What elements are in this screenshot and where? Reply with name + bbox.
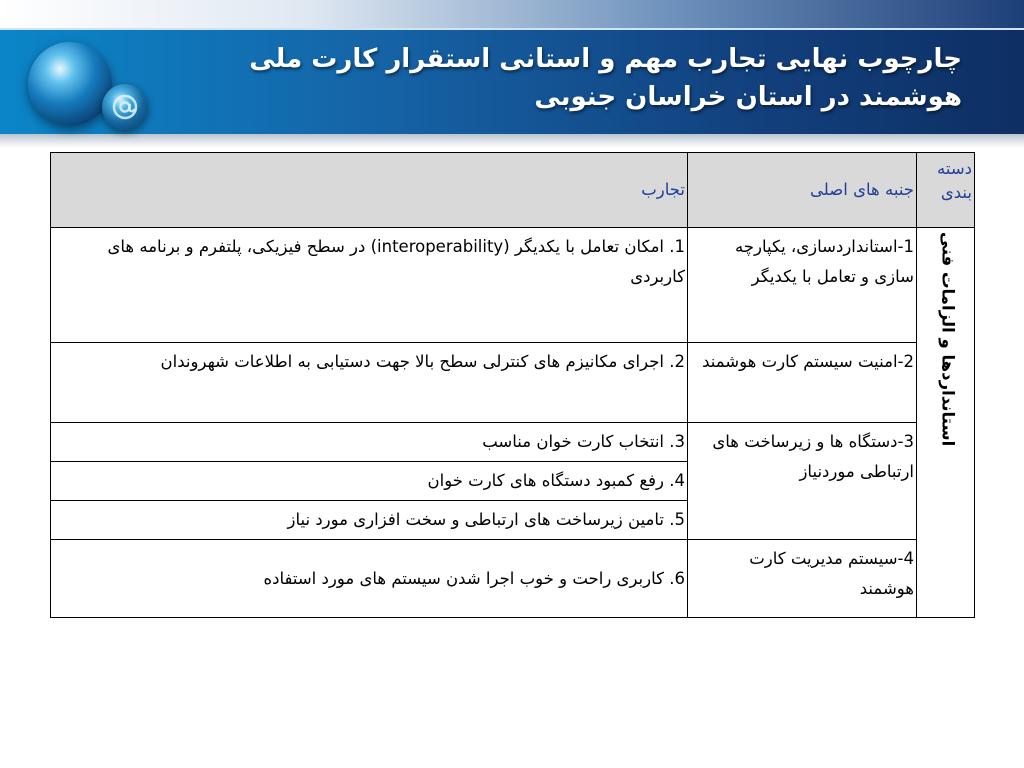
category-cell bbox=[917, 228, 975, 618]
experience-cell: 1. امکان تعامل با یکدیگر (interoperability) در سطح فیزیکی، پلتفرم و برنامه های کاربردی bbox=[51, 228, 688, 343]
aspect-cell: 1-استانداردسازی، یکپارچه سازی و تعامل با یکدیگر bbox=[688, 228, 917, 343]
slide-title: چارچوب نهایی تجارب مهم و استانی استقرار کارت ملی هوشمند در استان خراسان جنوبی bbox=[249, 44, 962, 112]
table-row bbox=[51, 540, 975, 618]
experience-cell: 4. رفع کمبود دستگاه های کارت خوان bbox=[51, 462, 688, 501]
header-experiences: تجارب bbox=[51, 153, 688, 228]
table-row bbox=[51, 423, 975, 462]
aspect-cell: 2-امنیت سیستم کارت هوشمند bbox=[688, 343, 917, 423]
table-row bbox=[51, 228, 975, 343]
header-aspects: جنبه های اصلی bbox=[688, 153, 917, 228]
at-symbol-icon bbox=[109, 91, 141, 123]
globe-logo-icon bbox=[28, 42, 112, 126]
header-category: دسته بندی bbox=[917, 153, 975, 228]
category-label: استانداردها و الزامات فنی bbox=[938, 232, 958, 447]
table-header-row bbox=[51, 153, 975, 228]
top-gradient-strip bbox=[0, 0, 1024, 28]
banner-shadow bbox=[0, 134, 1024, 148]
table-row bbox=[51, 343, 975, 423]
experience-cell: 3. انتخاب کارت خوان مناسب bbox=[51, 423, 688, 462]
experience-cell: 2. اجرای مکانیزم های کنترلی سطح بالا جهت دستیابی به اطلاعات شهروندان bbox=[51, 343, 688, 423]
framework-table bbox=[50, 152, 975, 618]
aspect-cell: 3-دستگاه ها و زیرساخت های ارتباطی موردنیاز bbox=[688, 423, 917, 540]
experience-cell: 5. تامین زیرساخت های ارتباطی و سخت افزاری مورد نیاز bbox=[51, 501, 688, 540]
aspect-cell: 4-سیستم مدیریت کارت هوشمند bbox=[688, 540, 917, 618]
experience-cell: 6. کاربری راحت و خوب اجرا شدن سیستم های مورد استفاده bbox=[51, 540, 688, 618]
